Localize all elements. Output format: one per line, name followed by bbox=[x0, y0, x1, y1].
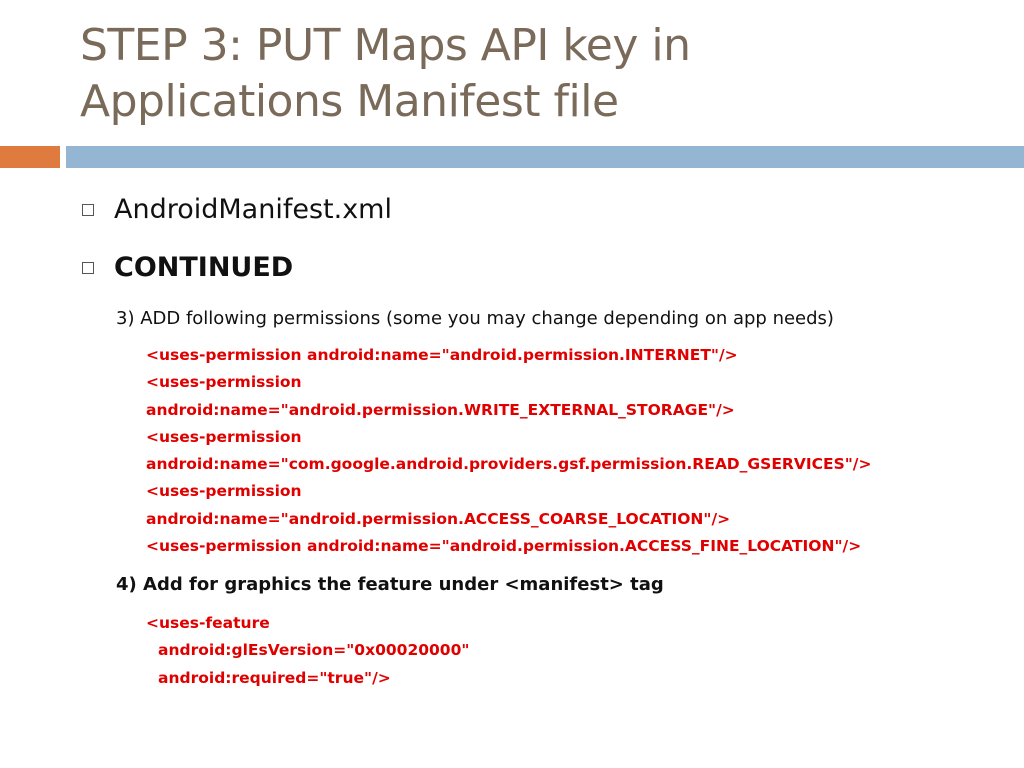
code-line: <uses-permission bbox=[146, 482, 302, 501]
step-4-text: 4) Add for graphics the feature under <manifest> tag bbox=[116, 574, 664, 595]
code-line: <uses-permission bbox=[146, 427, 302, 446]
slide-title bbox=[80, 18, 1000, 130]
accent-bar-blue bbox=[66, 146, 1024, 168]
feature-code-block bbox=[146, 610, 469, 692]
code-line: android:name="com.google.android.providers.gsf.permission.READ_GSERVICES"/> bbox=[146, 455, 872, 474]
slide-title-line-2: Applications Manifest file bbox=[80, 76, 619, 127]
bullet-item-continued bbox=[82, 252, 293, 283]
accent-bar-orange bbox=[0, 146, 60, 168]
code-line: android:name="android.permission.WRITE_EXTERNAL_STORAGE"/> bbox=[146, 400, 735, 419]
slide-title-line-1: STEP 3: PUT Maps API key in bbox=[80, 20, 691, 71]
permissions-code-block bbox=[146, 342, 871, 560]
code-line: android:required="true"/> bbox=[158, 668, 391, 687]
code-line: <uses-permission android:name="android.permission.ACCESS_FINE_LOCATION"/> bbox=[146, 537, 862, 556]
code-line: <uses-permission android:name="android.permission.INTERNET"/> bbox=[146, 346, 738, 364]
bullet-item-manifest bbox=[82, 194, 392, 225]
code-line: android:glEsVersion="0x00020000" bbox=[158, 641, 470, 660]
bullet-text: AndroidManifest.xml bbox=[114, 194, 392, 225]
square-bullet-icon bbox=[82, 204, 94, 216]
square-bullet-icon bbox=[82, 262, 94, 274]
code-line: <uses-feature bbox=[146, 614, 270, 632]
bullet-text: CONTINUED bbox=[114, 252, 294, 283]
code-line: android:name="android.permission.ACCESS_COARSE_LOCATION"/> bbox=[146, 509, 731, 528]
code-line: <uses-permission bbox=[146, 373, 302, 392]
step-3-text: 3) ADD following permissions (some you may change depending on app needs) bbox=[116, 308, 834, 329]
